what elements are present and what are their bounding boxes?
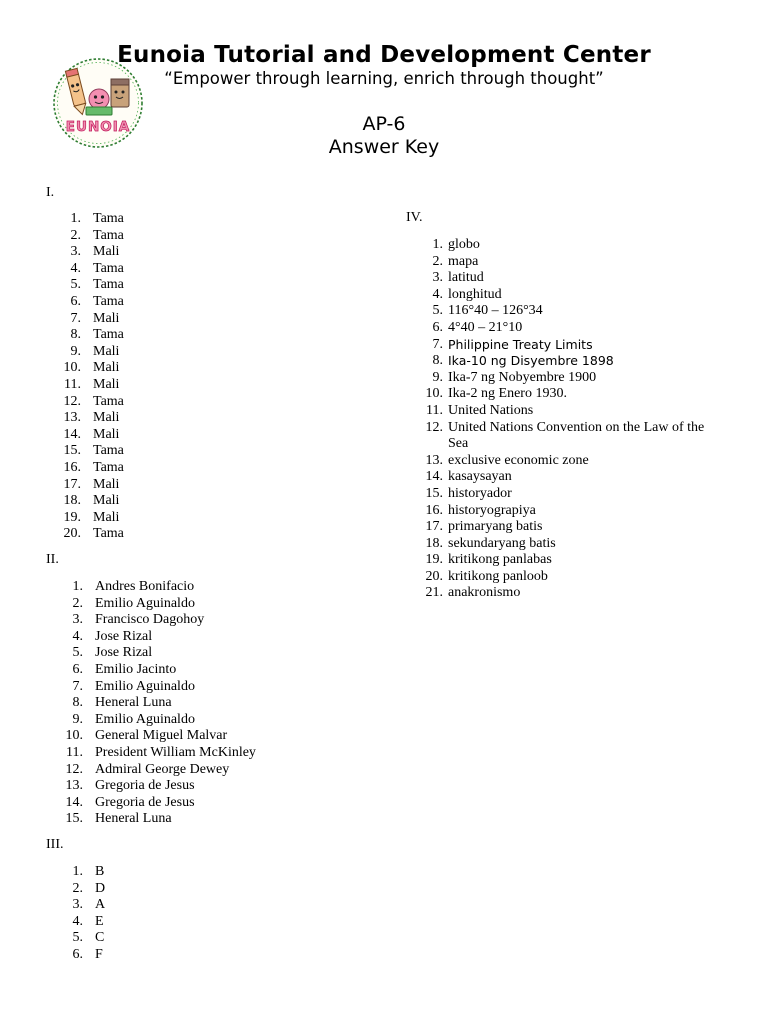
answer-number: 7. (72, 678, 83, 694)
section-label-1: I. (46, 185, 55, 200)
answer-item (412, 403, 713, 420)
section-label-4: IV. (406, 210, 423, 225)
answer-number: 13. (425, 452, 443, 468)
answer-number: 5. (72, 930, 83, 946)
answer-list-3 (60, 864, 105, 964)
answer-text: Ika-10 ng Disyembre 1898 (448, 353, 614, 369)
answer-item (412, 536, 713, 553)
answer-item (412, 420, 713, 453)
answer-item (412, 469, 713, 486)
answer-number: 4. (70, 260, 81, 276)
svg-text:EUNOIA: EUNOIA (65, 119, 131, 135)
answer-item (60, 294, 124, 311)
answer-item (60, 662, 256, 679)
answer-number: 14. (65, 794, 83, 810)
answer-number: 9. (72, 711, 83, 727)
answer-number: 5. (432, 303, 443, 319)
answer-text: A (95, 897, 106, 913)
answer-item (412, 585, 713, 602)
answer-item (60, 881, 105, 898)
answer-number: 11. (66, 744, 83, 760)
answer-number: 1. (70, 211, 81, 226)
answer-item (412, 353, 713, 370)
answer-number: 15. (65, 811, 83, 827)
answer-text: exclusive economic zone (448, 452, 589, 468)
answer-number: 3. (432, 270, 443, 286)
answer-item (60, 526, 124, 543)
answer-item (60, 277, 124, 294)
answer-item (60, 493, 124, 510)
answer-number: 19. (63, 509, 81, 525)
document-heading: Answer Key (328, 136, 440, 158)
answer-item (412, 254, 713, 271)
answer-number: 7. (70, 310, 81, 326)
answer-item (60, 360, 124, 377)
answer-text: Mali (93, 360, 120, 376)
answer-text: kritikong panlabas (448, 552, 552, 568)
answer-text: sekundaryang batis (448, 535, 556, 551)
answer-number: 7. (432, 336, 443, 352)
answer-item (60, 778, 256, 795)
answer-item (60, 762, 256, 779)
answer-text: Andres Bonifacio (95, 579, 195, 594)
answer-item (60, 211, 124, 228)
answer-text: United Nations Convention on the Law of the Sea (448, 419, 705, 452)
answer-text: Ika-7 ng Nobyembre 1900 (448, 369, 597, 385)
answer-number: 14. (425, 469, 443, 485)
answer-text: Tama (93, 211, 124, 226)
answer-item (60, 579, 256, 596)
answer-number: 5. (72, 645, 83, 661)
answer-text: Tama (93, 293, 124, 309)
answer-text: kritikong panloob (448, 568, 548, 584)
answer-number: 8. (70, 327, 81, 343)
answer-text: Emilio Aguinaldo (95, 678, 195, 694)
answer-number: 1. (72, 864, 83, 879)
answer-number: 2. (72, 880, 83, 896)
answer-item (60, 645, 256, 662)
answer-text: E (95, 913, 104, 929)
answer-text: Mali (93, 376, 120, 392)
answer-item (60, 745, 256, 762)
answer-text: Tama (93, 459, 124, 475)
answer-number: 5. (70, 277, 81, 293)
answer-text: Tama (93, 393, 124, 409)
answer-text: Mali (93, 244, 120, 260)
answer-number: 2. (72, 595, 83, 611)
answer-number: 13. (63, 410, 81, 426)
answer-text: Tama (93, 260, 124, 276)
answer-item (412, 453, 713, 470)
answer-item (60, 311, 124, 328)
answer-text: D (95, 880, 106, 896)
answer-text: Mali (93, 426, 120, 442)
answer-number: 6. (70, 293, 81, 309)
answer-item (60, 811, 256, 828)
answer-text: President William McKinley (95, 744, 256, 760)
answer-item (412, 386, 713, 403)
answer-number: 17. (63, 476, 81, 492)
answer-number: 3. (72, 612, 83, 628)
answer-text: F (95, 946, 103, 962)
answer-text: Emilio Aguinaldo (95, 595, 195, 611)
answer-item (60, 261, 124, 278)
answer-item (60, 344, 124, 361)
answer-number: 9. (432, 369, 443, 385)
answer-text: mapa (448, 253, 479, 269)
answer-item (60, 864, 105, 881)
answer-item (60, 897, 105, 914)
answer-item (60, 377, 124, 394)
answer-number: 19. (425, 552, 443, 568)
answer-item (412, 569, 713, 586)
answer-text: Francisco Dagohoy (95, 612, 205, 628)
answer-text: Admiral George Dewey (95, 761, 230, 777)
answer-number: 10. (425, 386, 443, 402)
answer-item (60, 795, 256, 812)
answer-number: 2. (432, 253, 443, 269)
answer-number: 4. (432, 286, 443, 302)
answer-text: Mali (93, 509, 120, 525)
answer-item (412, 270, 713, 287)
answer-text: C (95, 930, 105, 946)
answer-item (412, 237, 713, 254)
answer-list-2 (60, 579, 256, 828)
answer-text: Heneral Luna (95, 695, 172, 711)
answer-text: 116°40 – 126°34 (448, 303, 543, 319)
answer-number: 2. (70, 227, 81, 243)
answer-item (60, 443, 124, 460)
answer-item (412, 337, 713, 354)
answer-number: 9. (70, 343, 81, 359)
answer-number: 15. (425, 485, 443, 501)
answer-number: 6. (432, 319, 443, 335)
answer-number: 8. (432, 353, 443, 369)
answer-text: United Nations (448, 402, 534, 418)
answer-number: 1. (432, 237, 443, 252)
answer-item (60, 228, 124, 245)
answer-number: 10. (65, 728, 83, 744)
answer-text: General Miguel Malvar (95, 728, 228, 744)
answer-text: Jose Rizal (95, 628, 153, 644)
answer-text: longhitud (448, 286, 502, 302)
answer-item (412, 287, 713, 304)
answer-number: 14. (63, 426, 81, 442)
answer-number: 20. (63, 526, 81, 542)
answer-item (60, 914, 105, 931)
answer-item (412, 552, 713, 569)
answer-text: Mali (93, 310, 120, 326)
answer-item (60, 394, 124, 411)
answer-number: 16. (425, 502, 443, 518)
answer-item (60, 695, 256, 712)
answer-text: Gregoria de Jesus (95, 778, 195, 794)
answer-number: 18. (425, 535, 443, 551)
answer-item (412, 503, 713, 520)
answer-text: historyador (448, 485, 512, 501)
answer-text: historyograpiya (448, 502, 536, 518)
answer-text: B (95, 864, 105, 879)
answer-item (60, 679, 256, 696)
answer-item (60, 930, 105, 947)
answer-item (60, 477, 124, 494)
answer-text: Tama (93, 526, 124, 542)
answer-number: 6. (72, 946, 83, 962)
answer-text: Gregoria de Jesus (95, 794, 195, 810)
answer-item (60, 629, 256, 646)
answer-number: 17. (425, 519, 443, 535)
answer-item (60, 728, 256, 745)
answer-item (60, 427, 124, 444)
answer-item (60, 612, 256, 629)
subject-code: AP-6 (362, 113, 406, 135)
answer-text: Mali (93, 343, 120, 359)
answer-text: kasaysayan (448, 469, 512, 485)
answer-number: 15. (63, 443, 81, 459)
answer-item (412, 303, 713, 320)
answer-item (60, 596, 256, 613)
answer-item (412, 519, 713, 536)
answer-text: Mali (93, 476, 120, 492)
answer-text: primaryang batis (448, 519, 543, 535)
tagline: “Empower through learning, enrich through thought” (164, 69, 604, 88)
answer-text: Jose Rizal (95, 645, 153, 661)
answer-number: 12. (63, 393, 81, 409)
answer-text: Ika-2 ng Enero 1930. (448, 386, 567, 402)
answer-number: 11. (426, 402, 443, 418)
answer-number: 16. (63, 459, 81, 475)
answer-text: Mali (93, 493, 120, 509)
answer-number: 21. (425, 585, 443, 601)
answer-text: Tama (93, 277, 124, 293)
answer-item (60, 410, 124, 427)
answer-number: 12. (65, 761, 83, 777)
center-name: Eunoia Tutorial and Development Center (117, 42, 651, 68)
answer-item (60, 510, 124, 527)
section-label-2: II. (46, 552, 59, 567)
answer-text: anakronismo (448, 585, 521, 601)
answer-list-4 (412, 237, 713, 602)
answer-list-1 (60, 211, 124, 543)
answer-number: 6. (72, 661, 83, 677)
answer-number: 4. (72, 913, 83, 929)
answer-number: 4. (72, 628, 83, 644)
answer-text: latitud (448, 270, 484, 286)
answer-item (412, 320, 713, 337)
answer-item (60, 947, 105, 964)
answer-text: Emilio Jacinto (95, 661, 177, 677)
answer-item (60, 460, 124, 477)
answer-text: Tama (93, 443, 124, 459)
answer-item (60, 712, 256, 729)
answer-item (412, 370, 713, 387)
section-label-3: III. (46, 837, 64, 852)
answer-number: 20. (425, 568, 443, 584)
answer-number: 10. (63, 360, 81, 376)
answer-text: Heneral Luna (95, 811, 172, 827)
answer-number: 3. (72, 897, 83, 913)
answer-text: Philippine Treaty Limits (448, 336, 593, 352)
answer-number: 11. (64, 376, 81, 392)
answer-text: 4°40 – 21°10 (448, 319, 523, 335)
answer-number: 3. (70, 244, 81, 260)
answer-item (60, 327, 124, 344)
answer-number: 8. (72, 695, 83, 711)
answer-number: 12. (425, 419, 443, 435)
answer-item (412, 486, 713, 503)
answer-text: Tama (93, 327, 124, 343)
answer-item (60, 244, 124, 261)
answer-number: 1. (72, 579, 83, 594)
answer-text: Tama (93, 227, 124, 243)
answer-text: Mali (93, 410, 120, 426)
answer-number: 18. (63, 493, 81, 509)
answer-text: Emilio Aguinaldo (95, 711, 195, 727)
answer-number: 13. (65, 778, 83, 794)
answer-text: globo (448, 237, 480, 252)
